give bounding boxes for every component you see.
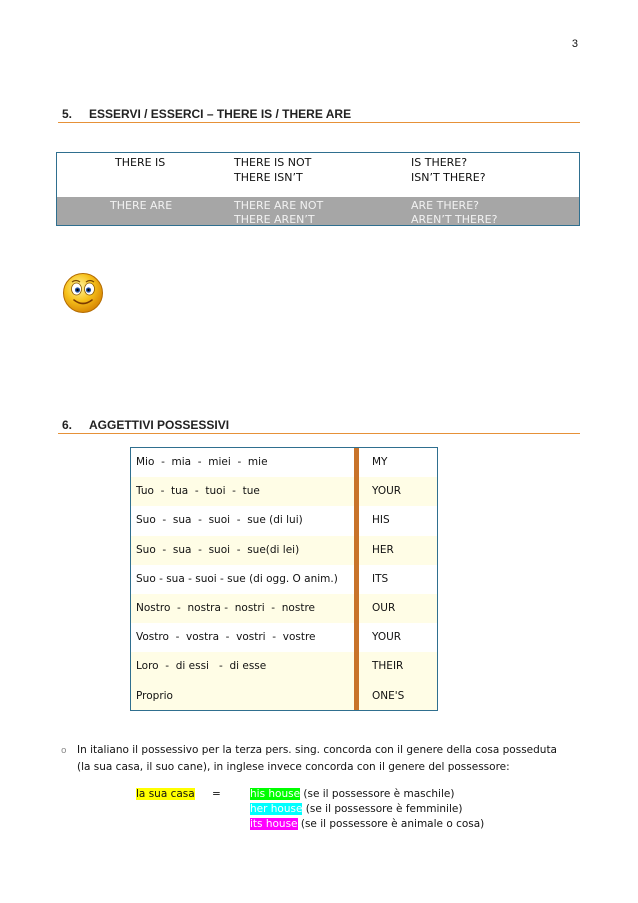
italian-cell: Mio - mia - miei - mie: [136, 456, 268, 468]
table-row: [131, 565, 437, 594]
table-row: [57, 153, 579, 197]
english-cell: ITS: [372, 572, 389, 585]
negative-short-cell: THERE AREN’T: [234, 213, 315, 226]
english-cell: THEIR: [372, 660, 404, 673]
english-cell: YOUR: [372, 631, 402, 644]
english-cell: OUR: [372, 602, 396, 614]
english-cell: HER: [372, 543, 394, 556]
italian-cell: Suo - sua - suoi - sue (di lui): [136, 514, 303, 527]
section-5-title: ESSERVI / ESSERCI – THERE IS / THERE ARE: [89, 107, 352, 121]
english-cell: HIS: [372, 514, 390, 527]
italian-cell: Suo - sua - suoi - sue(di lei): [136, 543, 300, 556]
section-5-number: 5.: [62, 107, 73, 121]
table-row: [131, 623, 437, 652]
its-house-highlight: its house: [250, 818, 298, 830]
page-number: 3: [571, 38, 578, 50]
there-is-table: [56, 152, 580, 226]
table-row: [131, 652, 437, 681]
negative-cell: THERE ARE NOT: [234, 199, 324, 212]
question-cell: ARE THERE?: [411, 199, 479, 212]
negative-question-cell: AREN’T THERE?: [411, 213, 498, 226]
negative-cell: THERE IS NOT: [234, 156, 312, 169]
there-are-cell: THERE ARE: [110, 199, 173, 212]
section-6-title: AGGETTIVI POSSESSIVI: [89, 418, 230, 432]
italian-cell: Proprio: [136, 689, 173, 702]
italian-cell: Nostro - nostra - nostri - nostre: [136, 602, 315, 614]
table-row: [131, 448, 437, 477]
table-row: [131, 477, 437, 506]
table-row: [131, 682, 437, 710]
italian-cell: Vostro - vostra - vostri - vostre: [136, 631, 316, 644]
example-her-house: her house (se il possessore è femminile): [250, 803, 463, 815]
negative-short-cell: THERE ISN’T: [234, 171, 303, 184]
possessives-table: [130, 447, 438, 711]
english-cell: ONE'S: [372, 689, 405, 702]
italian-cell: Loro - di essi - di esse: [136, 660, 267, 673]
his-house-highlight: his house: [250, 788, 301, 800]
section-6-number: 6.: [62, 418, 73, 432]
negative-question-cell: ISN’T THERE?: [411, 171, 486, 184]
her-house-highlight: her house: [250, 803, 303, 815]
italian-cell: Suo - sua - suoi - sue (di ogg. O anim.): [136, 572, 338, 585]
there-is-cell: THERE IS: [115, 156, 166, 169]
table-row: [131, 536, 437, 565]
english-cell: YOUR: [372, 485, 402, 498]
note-line-2: (la sua casa, il suo cane), in inglese invece concorda con il genere del possessore:: [77, 761, 510, 773]
section-6-rule: [58, 433, 580, 434]
table-row: [131, 594, 437, 623]
english-cell: MY: [372, 456, 388, 468]
equals-sign: =: [212, 788, 221, 800]
italian-cell: Tuo - tua - tuoi - tue: [136, 485, 260, 498]
section-5-rule: [58, 122, 580, 123]
question-cell: IS THERE?: [411, 156, 468, 169]
smiley-face-icon: [62, 272, 104, 314]
table-row: [57, 197, 579, 225]
note-line-1: In italiano il possessivo per la terza pers. sing. concorda con il genere della cosa posseduta: [77, 744, 557, 756]
example-his-house: his house (se il possessore è maschile): [250, 788, 455, 800]
bullet-icon: o: [61, 746, 67, 756]
table-row: [131, 506, 437, 535]
column-divider: [354, 448, 359, 710]
example-its-house: its house (se il possessore è animale o cosa): [250, 818, 485, 830]
example-italian: la sua casa: [136, 788, 195, 800]
